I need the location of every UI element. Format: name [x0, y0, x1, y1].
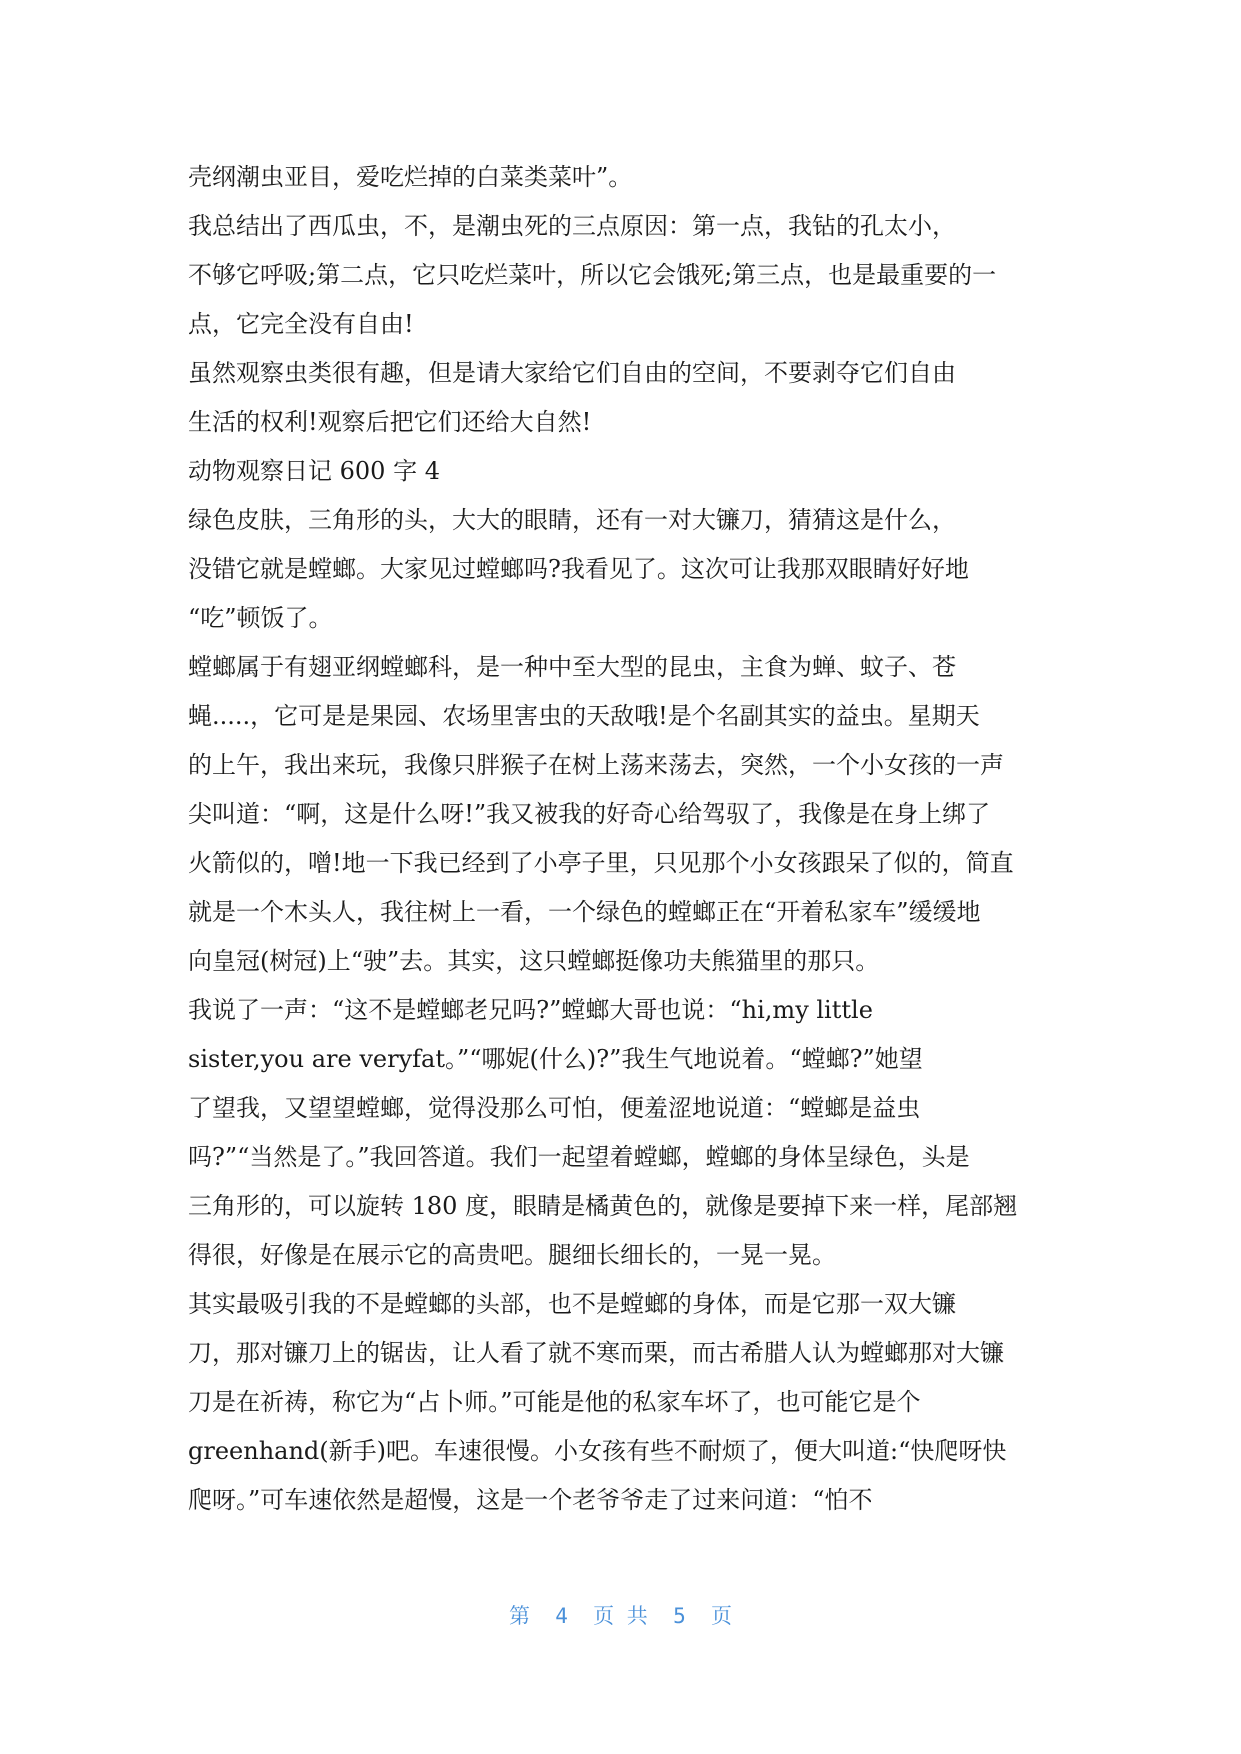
- text-line: 虽然观察虫类很有趣，但是请大家给它们自由的空间，不要剥夺它们自由: [188, 359, 956, 387]
- text-line: 的上午，我出来玩，我像只胖猴子在树上荡来荡去，突然，一个小女孩的一声: [188, 751, 1004, 779]
- section-heading: 动物观察日记 600 字 4: [188, 457, 440, 485]
- text-line: “吃”顿饭了。: [188, 604, 333, 632]
- text-line: sister,you are veryfat。”“哪妮(什么)?”我生气地说着。“螳螂?”她望: [188, 1045, 923, 1073]
- text-line: 得很，好像是在展示它的高贵吧。腿细长细长的，一晃一晃。: [188, 1241, 836, 1269]
- text-line: 不够它呼吸;第二点，它只吃烂菜叶，所以它会饿死;第三点，也是最重要的一: [188, 261, 997, 289]
- text-line: 生活的权利!观察后把它们还给大自然!: [188, 408, 592, 436]
- text-line: 点，它完全没有自由!: [188, 310, 414, 338]
- text-line: 了望我，又望望螳螂，觉得没那么可怕，便羞涩地说道：“螳螂是益虫: [188, 1094, 921, 1122]
- text-line: 其实最吸引我的不是螳螂的头部，也不是螳螂的身体，而是它那一双大镰: [188, 1290, 956, 1318]
- page-number-footer: 第 4 页 共 5 页: [508, 1604, 733, 1628]
- text-line: 三角形的，可以旋转 180 度，眼睛是橘黄色的，就像是要掉下来一样，尾部翘: [188, 1192, 1018, 1220]
- text-line: 吗?”“当然是了。”我回答道。我们一起望着螳螂，螳螂的身体呈绿色，头是: [188, 1143, 970, 1171]
- text-line: 向皇冠(树冠)上“驶”去。其实，这只螳螂挺像功夫熊猫里的那只。: [188, 947, 880, 975]
- text-line: 绿色皮肤，三角形的头，大大的眼睛，还有一对大镰刀，猜猜这是什么，: [188, 506, 956, 534]
- text-line: 螳螂属于有翅亚纲螳螂科，是一种中至大型的昆虫，主食为蝉、蚊子、苍: [188, 653, 956, 681]
- text-line: 我总结出了西瓜虫，不，是潮虫死的三点原因：第一点，我钻的孔太小，: [188, 212, 956, 240]
- text-line: 蝇.....，它可是是果园、农场里害虫的天敌哦!是个名副其实的益虫。星期天: [188, 702, 980, 730]
- text-line: 没错它就是螳螂。大家见过螳螂吗?我看见了。这次可让我那双眼睛好好地: [188, 555, 969, 583]
- text-line: greenhand(新手)吧。车速很慢。小女孩有些不耐烦了，便大叫道:“快爬呀快: [188, 1437, 1007, 1465]
- text-line: 我说了一声：“这不是螳螂老兄吗?”螳螂大哥也说：“hi,my little: [188, 996, 873, 1024]
- text-line: 就是一个木头人，我往树上一看，一个绿色的螳螂正在“开着私家车”缓缓地: [188, 898, 981, 926]
- text-line: 刀是在祈祷，称它为“占卜师。”可能是他的私家车坏了，也可能它是个: [188, 1388, 921, 1416]
- text-line: 尖叫道：“啊，这是什么呀!”我又被我的好奇心给驾驭了，我像是在身上绑了: [188, 800, 991, 828]
- text-line: 火箭似的，噌!地一下我已经到了小亭子里，只见那个小女孩跟呆了似的，简直: [188, 849, 1014, 877]
- text-line: 刀，那对镰刀上的锯齿，让人看了就不寒而栗，而古希腊人认为螳螂那对大镰: [188, 1339, 1004, 1367]
- text-line: 爬呀。”可车速依然是超慢，这是一个老爷爷走了过来问道：“怕不: [188, 1486, 873, 1514]
- text-line: 壳纲潮虫亚目，爱吃烂掉的白菜类菜叶”。: [188, 163, 633, 191]
- document-body: [188, 153, 1050, 1525]
